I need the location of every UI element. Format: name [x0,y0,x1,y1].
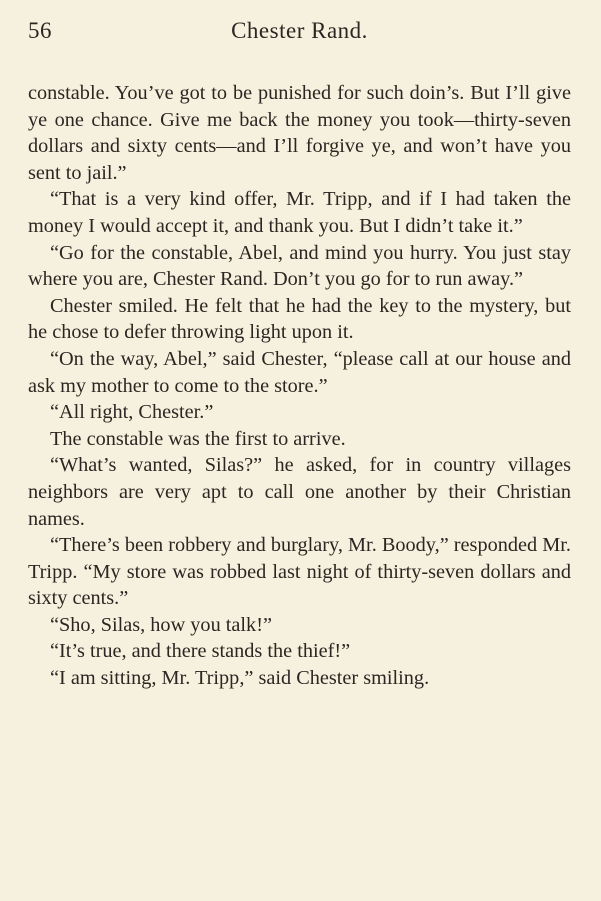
paragraph: “I am sitting, Mr. Tripp,” said Chester smiling. [50,667,430,690]
page-number: 56 [28,18,52,43]
running-head: Chester Rand. [231,18,368,43]
paragraph: The constable was the first to arrive. [50,427,346,450]
paragraph: “It’s true, and there stands the thief!” [50,640,351,663]
paragraph: “Sho, Silas, how you talk!” [50,613,272,636]
paragraph: “What’s wanted, Silas?” he asked, for in country villages neighbors are very apt to call one another by their Christian names. [28,454,571,530]
paragraph: “Go for the constable, Abel, and mind you hurry. You just stay where you are, Chester Rand. Don’t you go for to run away.” [28,241,571,291]
page-header [28,18,571,54]
body-text [28,80,571,692]
paragraph: “That is a very kind offer, Mr. Tripp, and if I had taken the money I would accept it, and thank you. But I didn’t take it.” [28,188,571,237]
paragraph: constable. You’ve got to be punished for such doin’s. But I’ll give ye one chance. Give me back the money you took—thirty-seven dollars and sixty cents—and I’ll forgive ye, and won’t have you sent to jail.” [28,82,571,184]
paragraph: “There’s been robbery and burglary, Mr. Boody,” responded Mr. Tripp. “My store was robbed last night of thirty-seven dollars and sixty cents.” [28,534,571,610]
paragraph: Chester smiled. He felt that he had the key to the mystery, but he chose to defer throwing light upon it. [28,294,571,344]
paragraph: “All right, Chester.” [50,401,214,424]
paragraph: “On the way, Abel,” said Chester, “please call at our house and ask my mother to come to the store.” [28,347,571,397]
